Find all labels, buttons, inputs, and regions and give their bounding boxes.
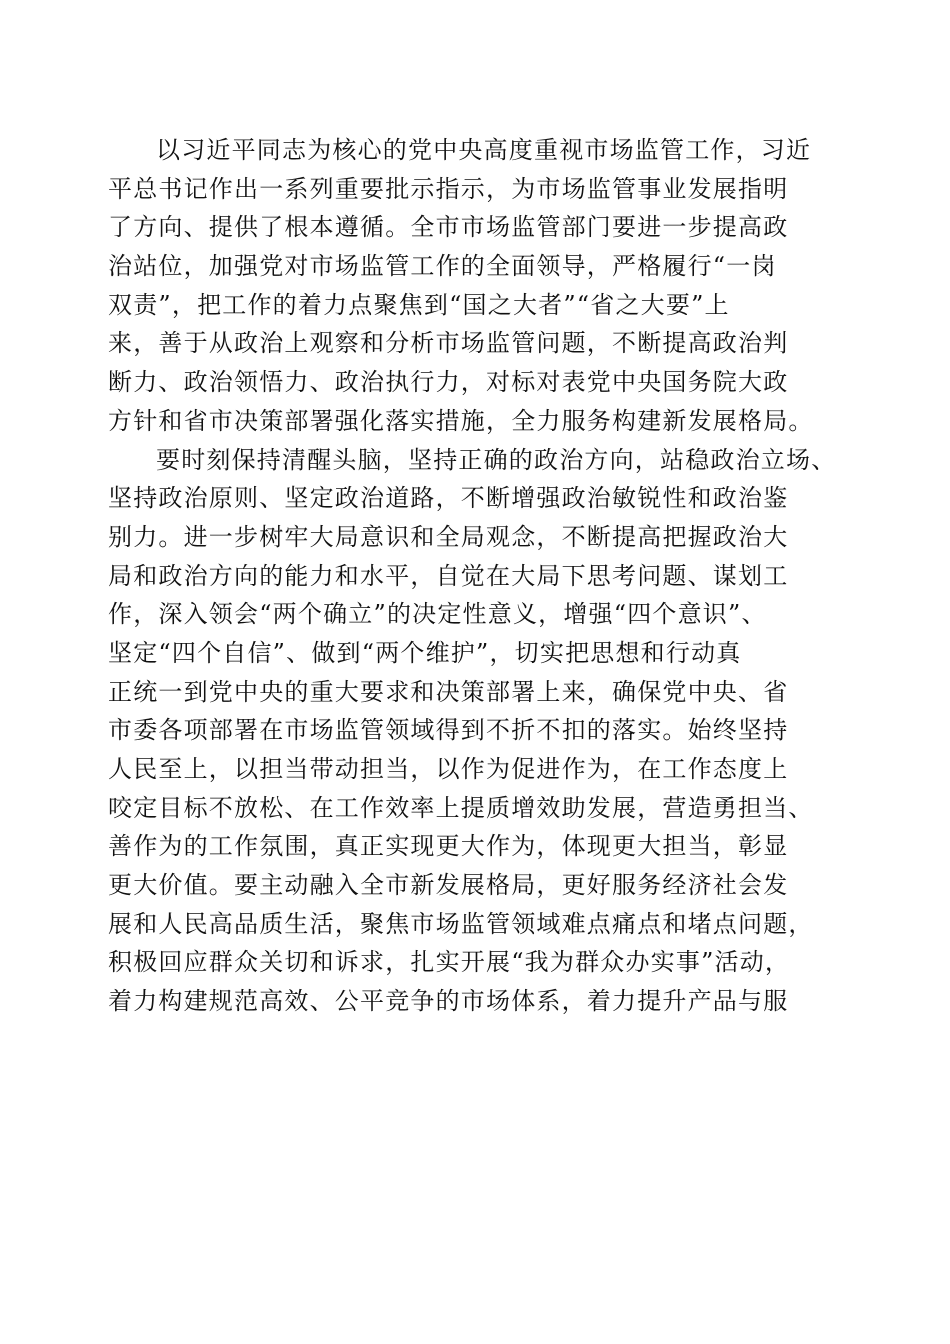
paragraph-1 bbox=[108, 131, 848, 441]
text-line: 积极回应群众关切和诉求，扎实开展“我为群众办实事”活动， bbox=[108, 948, 791, 977]
text-line: 来，善于从政治上观察和分析市场监管问题，不断提高政治判 bbox=[108, 329, 789, 358]
text-line: 展和人民高品质生活，聚焦市场监管领域难点痛点和堵点问题， bbox=[108, 909, 814, 938]
text-line: 作，深入领会“两个确立”的决定性意义，增强“四个意识”、 bbox=[108, 600, 767, 629]
text-line: 局和政治方向的能力和水平，自觉在大局下思考问题、谋划工 bbox=[108, 561, 789, 590]
document-body bbox=[108, 131, 848, 1021]
text-line: 更大价值。要主动融入全市新发展格局，更好服务经济社会发 bbox=[108, 871, 789, 900]
text-line: 坚持政治原则、坚定政治道路，不断增强政治敏锐性和政治鉴 bbox=[108, 484, 789, 513]
text-line: 方针和省市决策部署强化落实措施，全力服务构建新发展格局。 bbox=[108, 406, 814, 435]
text-line: 断力、政治领悟力、政治执行力，对标对表党中央国务院大政 bbox=[108, 368, 789, 397]
text-line: 咬定目标不放松、在工作效率上提质增效助发展，营造勇担当、 bbox=[108, 793, 814, 822]
text-line: 人民至上，以担当带动担当，以作为促进作为，在工作态度上 bbox=[108, 755, 789, 783]
text-line: 双责”，把工作的着力点聚焦到“国之大者”“省之大要”上 bbox=[108, 290, 730, 319]
text-line: 治站位，加强党对市场监管工作的全面领导，严格履行“一岗 bbox=[108, 252, 777, 281]
paragraph-2 bbox=[108, 441, 848, 1021]
text-line: 着力构建规范高效、公平竞争的市场体系，着力提升产品与服 bbox=[108, 987, 789, 1016]
text-line: 善作为的工作氛围，真正实现更大作为，体现更大担当，彰显 bbox=[108, 832, 789, 861]
text-line: 正统一到党中央的重大要求和决策部署上来，确保党中央、省 bbox=[108, 677, 789, 706]
text-line: 平总书记作出一系列重要批示指示，为市场监管事业发展指明 bbox=[108, 174, 789, 203]
text-line: 市委各项部署在市场监管领域得到不折不扣的落实。始终坚持 bbox=[108, 716, 789, 745]
text-line: 要时刻保持清醒头脑，坚持正确的政治方向，站稳政治立场、 bbox=[156, 445, 837, 474]
text-line: 了方向、提供了根本遵循。全市市场监管部门要进一步提高政 bbox=[108, 213, 789, 242]
text-line: 别力。进一步树牢大局意识和全局观念，不断提高把握政治大 bbox=[108, 522, 789, 551]
text-line: 以习近平同志为核心的党中央高度重视市场监管工作，习近 bbox=[156, 136, 812, 164]
text-line: 坚定“四个自信”、做到“两个维护”，切实把思想和行动真 bbox=[108, 638, 742, 667]
